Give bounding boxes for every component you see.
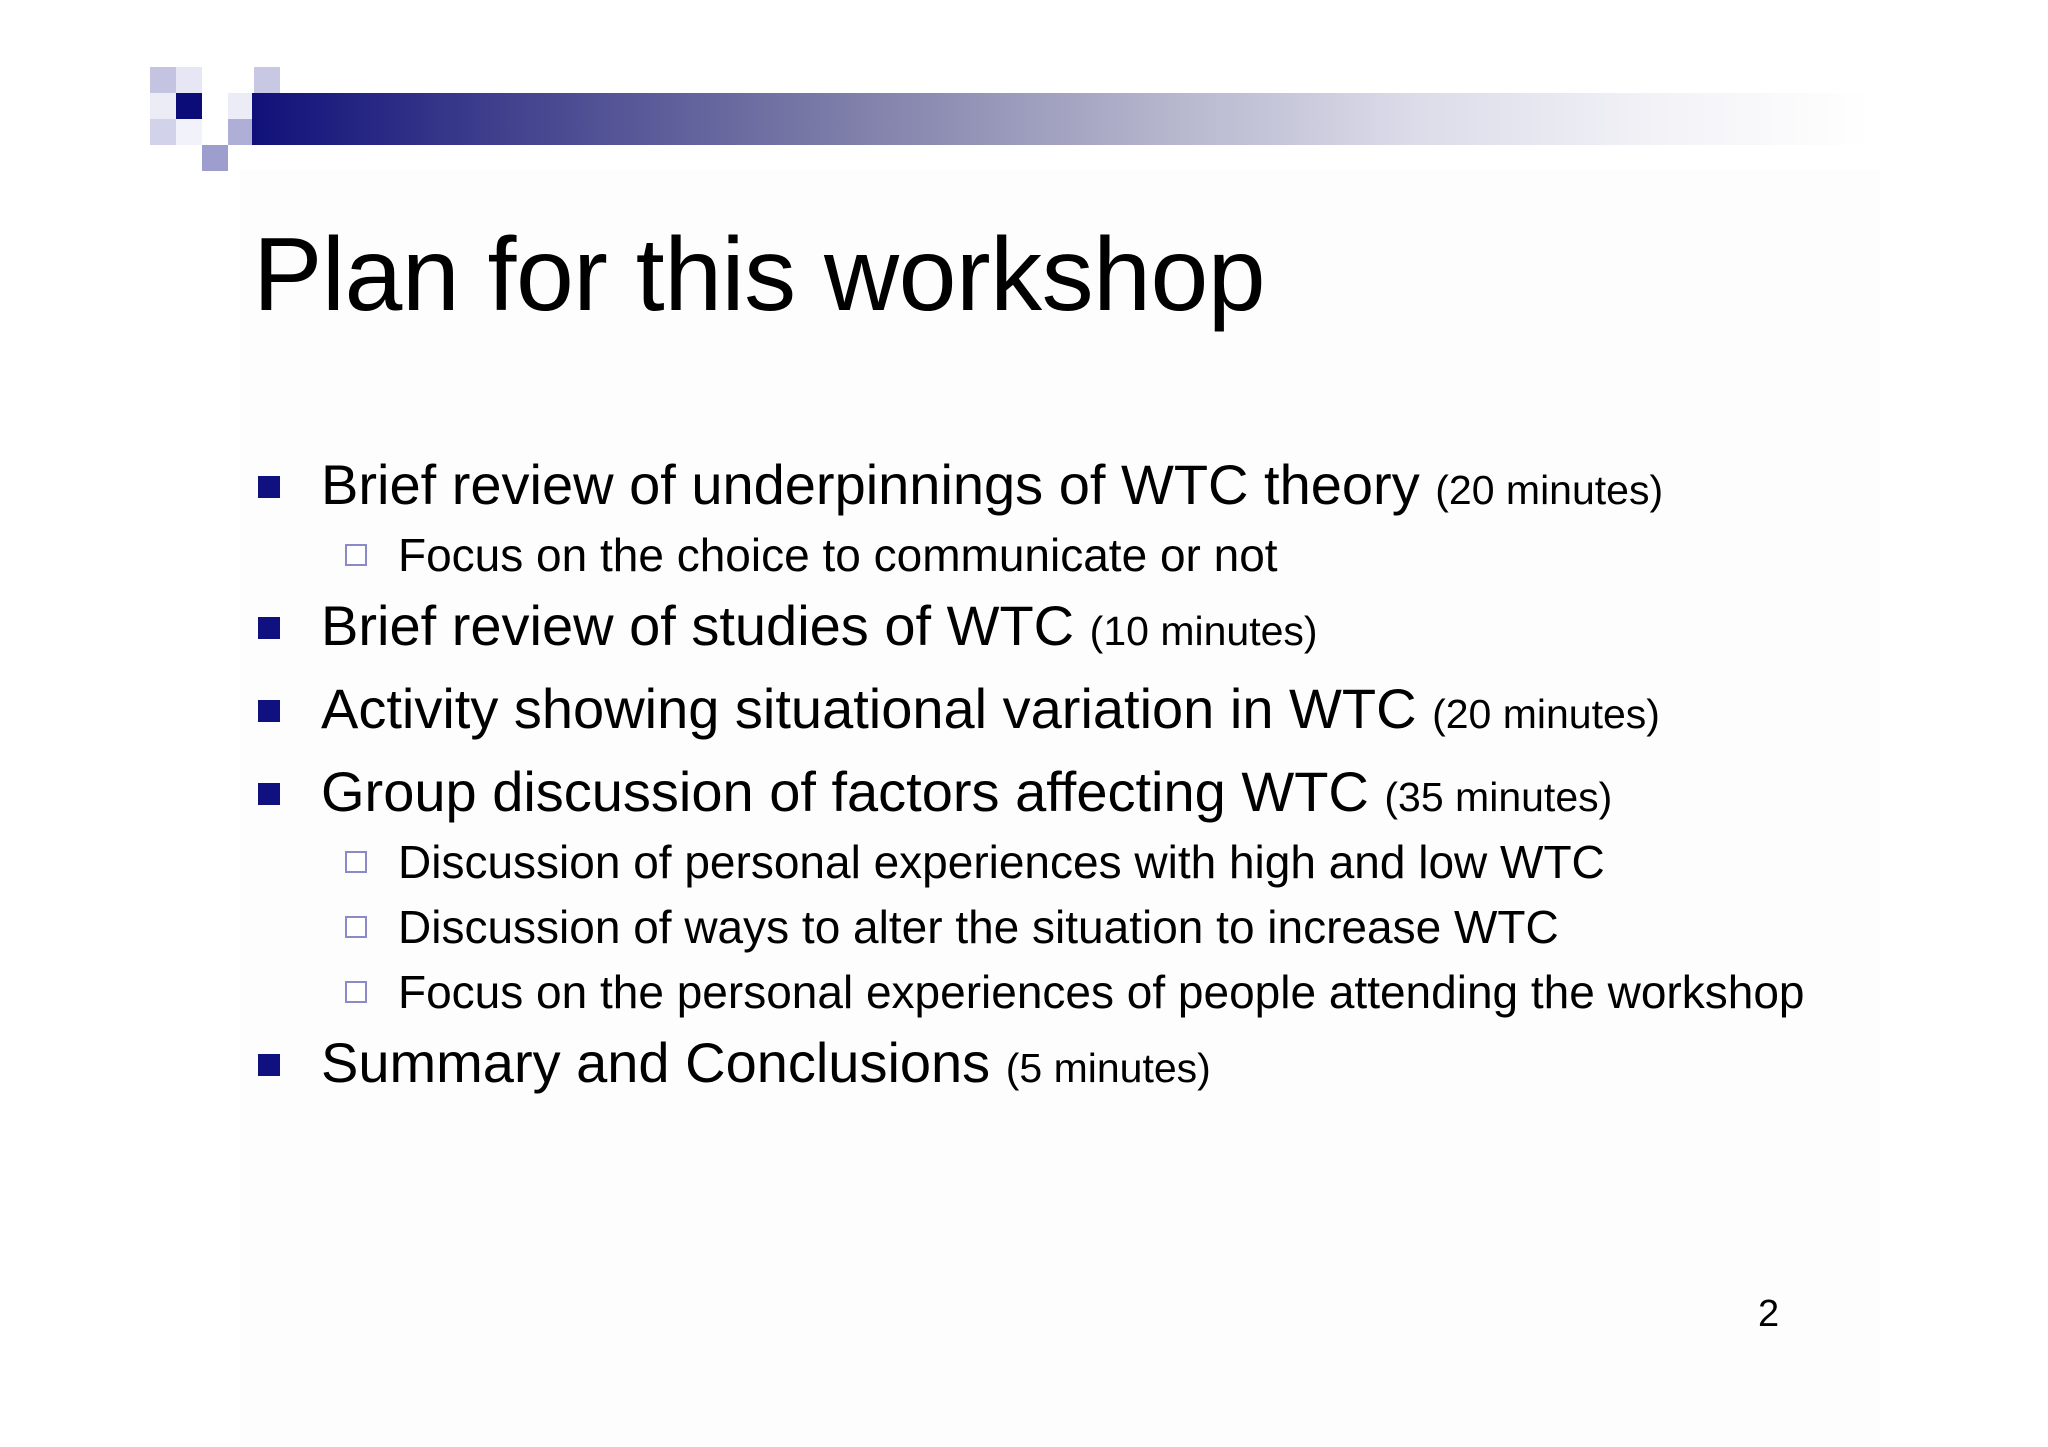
- bullet-list: [253, 452, 1813, 1101]
- sub-bullet-item: [253, 529, 1878, 581]
- bullet-duration: (35 minutes): [1384, 774, 1613, 820]
- sub-bullet-list: [321, 836, 1813, 1018]
- sub-bullet-list: [321, 529, 1813, 581]
- sub-bullet-text: Focus on the choice to communicate or not: [398, 529, 1278, 581]
- bullet-text: Summary and Conclusions: [321, 1031, 1006, 1094]
- bullet-item: [253, 593, 1813, 664]
- hollow-square-bullet-icon: [345, 544, 367, 566]
- sub-bullet-item: [253, 901, 1878, 953]
- bullet-duration: (20 minutes): [1432, 691, 1660, 737]
- sub-bullet-text: Focus on the personal experiences of people attending the workshop: [398, 966, 1805, 1018]
- bullet-text: Group discussion of factors affecting WTC: [321, 760, 1385, 823]
- hollow-square-bullet-icon: [345, 851, 367, 873]
- bullet-text: Activity showing situational variation in WTC: [321, 677, 1433, 740]
- bullet-item: [253, 676, 1813, 747]
- page-number: 2: [1758, 1293, 1780, 1335]
- bullet-item: [253, 1030, 1813, 1101]
- bullet-duration: (5 minutes): [1005, 1045, 1211, 1091]
- sub-bullet-item: [253, 836, 1878, 888]
- sub-bullet-text: Discussion of personal experiences with high and low WTC: [398, 836, 1605, 888]
- sub-bullet-item: [253, 966, 1878, 1018]
- bullet-duration: (20 minutes): [1435, 467, 1664, 513]
- bullet-text: Brief review of studies of WTC: [321, 594, 1090, 657]
- bullet-text: Brief review of underpinnings of WTC theory: [321, 453, 1436, 516]
- sub-bullet-text: Discussion of ways to alter the situation to increase WTC: [398, 901, 1559, 953]
- square-bullet-icon: [258, 617, 280, 639]
- bullet-item: [253, 759, 1813, 1018]
- square-bullet-icon: [258, 783, 280, 805]
- square-bullet-icon: [258, 1054, 280, 1076]
- page-title: Plan for this workshop: [253, 217, 1266, 333]
- bullet-item: [253, 452, 1813, 581]
- square-bullet-icon: [258, 700, 280, 722]
- hollow-square-bullet-icon: [345, 916, 367, 938]
- hollow-square-bullet-icon: [345, 981, 367, 1003]
- square-bullet-icon: [258, 476, 280, 498]
- bullet-duration: (10 minutes): [1089, 608, 1318, 654]
- header-gradient-bar: [252, 93, 1872, 145]
